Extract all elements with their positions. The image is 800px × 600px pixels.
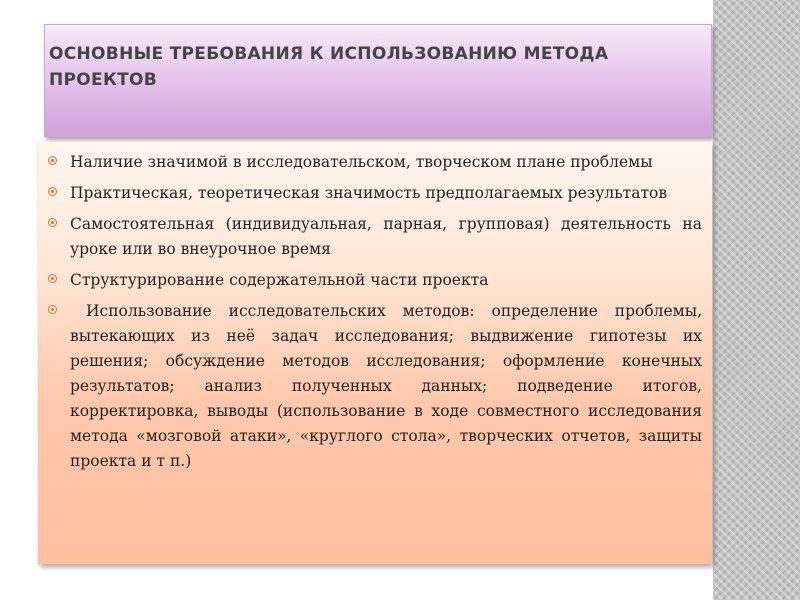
bullet-text: Самостоятельная (индивидуальная, парная, групповая) деятельность на уроке или во внеурочное время: [70, 215, 702, 258]
circle-bullet-icon: [48, 274, 57, 283]
bullet-text: Структурирование содержательной части проекта: [70, 271, 489, 289]
bullet-text: Наличие значимой в исследовательском, творческом плане проблемы: [70, 153, 653, 171]
decorative-side-strip: [713, 0, 800, 600]
list-item: [38, 299, 712, 474]
circle-bullet-icon: [48, 187, 57, 196]
circle-bullet-icon: [48, 218, 57, 227]
list-item: [38, 268, 712, 293]
bullet-list: [38, 150, 712, 480]
circle-bullet-icon: [48, 156, 57, 165]
list-item: [38, 150, 712, 175]
slide-title: ОСНОВНЫЕ ТРЕБОВАНИЯ К ИСПОЛЬЗОВАНИЮ МЕТОДА ПРОЕКТОВ: [49, 44, 609, 90]
title-box: [44, 24, 712, 137]
content-box: [38, 142, 712, 564]
bullet-text: Использование исследовательских методов: определение проблемы, вытекающих из неё задач исследования; выдвижение гипотезы их решения; обсуждение методов исследования; оформление конечных результатов; анализ полученных данных; подведение итогов, корректировка, выводы (использование в ходе совместного исследования метода «мозговой атаки», «круглого стола», творческих отчетов, защиты проекта и т п.): [70, 302, 702, 470]
list-item: [38, 181, 712, 206]
circle-bullet-icon: [48, 305, 57, 314]
list-item: [38, 212, 712, 262]
bullet-text: Практическая, теоретическая значимость предполагаемых результатов: [70, 184, 668, 202]
